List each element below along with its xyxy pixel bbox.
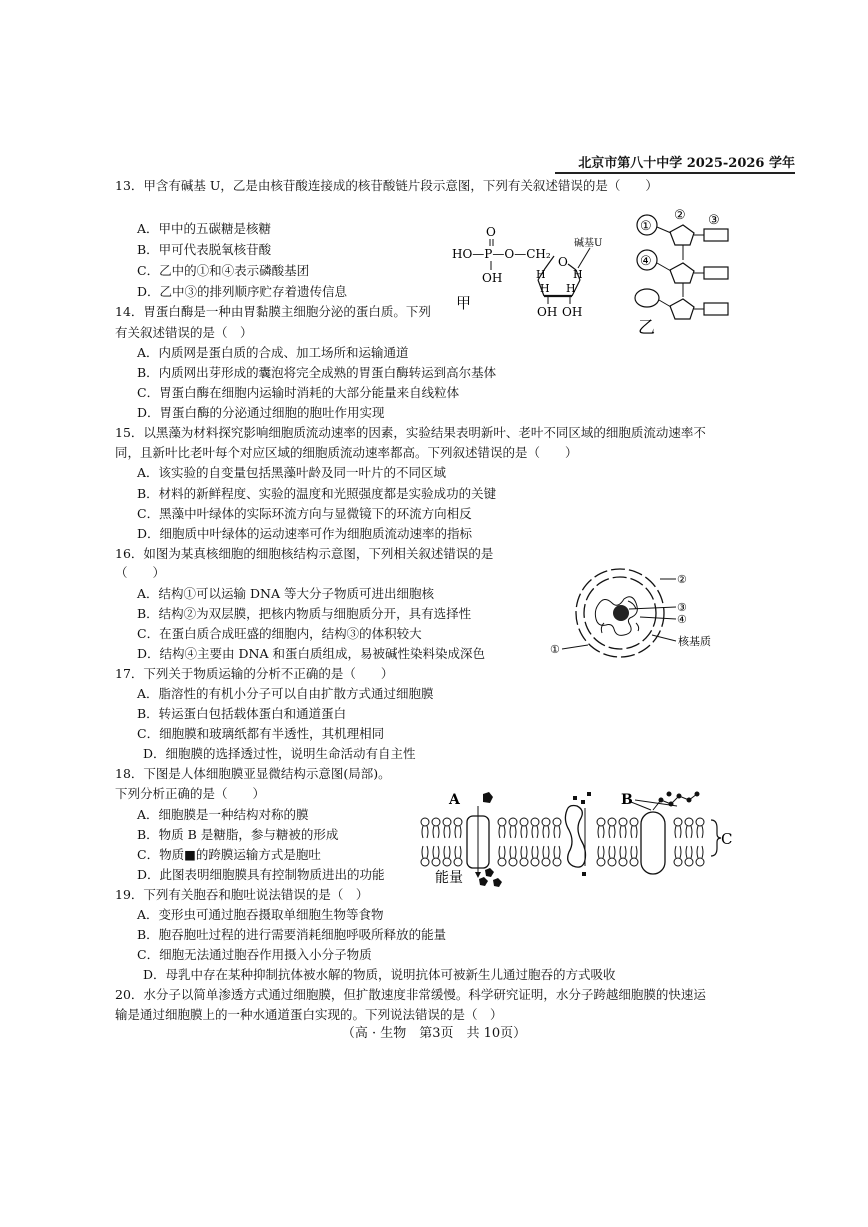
q13-option-c: C．乙中的①和④表示磷酸基团	[137, 263, 310, 278]
phospholipid-head	[674, 818, 682, 826]
label-c: C	[721, 830, 733, 848]
phospholipid-tail	[697, 846, 698, 858]
phospholipid-head	[553, 858, 561, 866]
phospholipid-tail	[444, 846, 445, 858]
phospholipid-head	[553, 818, 561, 826]
phospholipid-tail	[636, 846, 637, 858]
phospholipid-tail	[543, 826, 544, 838]
phospholipid-tail	[559, 826, 560, 838]
phospholipid-head	[443, 858, 451, 866]
phospholipid-tail	[543, 846, 544, 858]
q13-option-b: B．甲可代表脱氧核苷酸	[137, 242, 272, 257]
q14-option-a: A．内质网是蛋白质的合成、加工场所和运输通道	[137, 345, 409, 360]
phospholipid-head	[597, 818, 605, 826]
phospholipid-tail	[548, 826, 549, 838]
q15-option-b: B．材料的新鲜程度、实验的温度和光照强度都是实验成功的关键	[137, 486, 497, 501]
q16-option-b: B．结构②为双层膜，把核内物质与细胞质分开，具有选择性	[137, 606, 472, 621]
phospholipid-tail	[521, 826, 522, 838]
phospholipid-tail	[510, 846, 511, 858]
phospholipid-tail	[427, 846, 428, 858]
phospholipid-tail	[449, 826, 450, 838]
phospholipid-head	[531, 818, 539, 826]
phospholipid-tail	[675, 846, 676, 858]
q18-option-d: D．此图表明细胞膜具有控制物质进出的功能	[137, 867, 385, 882]
phospholipid-tail	[444, 826, 445, 838]
phospholipid-head	[630, 858, 638, 866]
phospholipid-tail	[422, 846, 423, 858]
phospholipid-tail	[548, 846, 549, 858]
q16-nucleus-figure	[548, 565, 723, 665]
nucleus-label-4: ④	[677, 613, 687, 626]
yi-label: 乙	[638, 318, 655, 338]
phospholipid-tail	[526, 846, 527, 858]
phospholipid-tail	[620, 826, 621, 838]
q14-stem-line1: 14．胃蛋白酶是一种由胃黏膜主细胞分泌的蛋白质。下列	[115, 304, 431, 319]
q20-stem-line2: 输是通过细胞膜上的一种水通道蛋白实现的。下列说法错误的是（ ）	[115, 1007, 503, 1022]
phospholipid-tail	[702, 846, 703, 858]
phospholipid-head	[531, 858, 539, 866]
phospholipid-head	[509, 858, 517, 866]
q14-option-d: D．胃蛋白酶的分泌通过细胞的胞吐作用实现	[137, 405, 385, 420]
phospholipid-head	[674, 858, 682, 866]
phospholipid-tail	[433, 846, 434, 858]
chain-label-4: ④	[640, 254, 652, 269]
oh-label-2: OH	[562, 305, 583, 319]
phospholipid-tail	[537, 846, 538, 858]
phospholipid-tail	[559, 846, 560, 858]
q15-option-c: C．黑藻中叶绿体的实际环流方向与显微镜下的环流方向相反	[137, 506, 472, 521]
phospholipid-head	[498, 818, 506, 826]
q13-nucleotide-figure	[448, 218, 628, 323]
phospholipid-tail	[598, 826, 599, 838]
nucleus-label-3: ③	[677, 601, 687, 614]
phospholipid-tail	[532, 826, 533, 838]
phospholipid-head	[608, 818, 616, 826]
phospholipid-head	[685, 818, 693, 826]
q18-membrane-figure	[415, 786, 745, 890]
phospholipid-tail	[515, 846, 516, 858]
q15-stem-line1: 15．以黑藻为材料探究影响细胞质流动速率的因素，实验结果表明新叶、老叶不同区域的细胞质流动速率不	[115, 425, 706, 440]
phospholipid-head	[597, 858, 605, 866]
phospholipid-tail	[515, 826, 516, 838]
q14-option-b: B．内质网出芽形成的囊泡将完全成熟的胃蛋白酶转运到高尔基体	[137, 365, 497, 380]
q13-stem: 13．甲含有碱基 U，乙是由核苷酸连接成的核苷酸链片段示意图，下列有关叙述错误的是（ ）	[115, 178, 658, 193]
base-u-label: 碱基U	[574, 238, 603, 249]
q15-option-a: A．该实验的自变量包括黑藻叶龄及同一叶片的不同区域	[137, 465, 447, 480]
phospholipid-tail	[499, 846, 500, 858]
chain-label-2: ②	[674, 208, 686, 223]
phosphate-oh-label: OH	[482, 271, 503, 285]
chain-label-3: ③	[708, 213, 720, 228]
q17-stem: 17．下列关于物质运输的分析不正确的是（ ）	[115, 666, 394, 681]
phospholipid-head	[696, 858, 704, 866]
phospholipid-tail	[504, 846, 505, 858]
phospholipid-tail	[614, 846, 615, 858]
q18-stem-line2: 下列分析正确的是（ ）	[115, 786, 266, 801]
q19-stem: 19．下列有关胞吞和胞吐说法错误的是（ ）	[115, 887, 369, 902]
phospholipid-tail	[449, 846, 450, 858]
phospholipid-head	[685, 858, 693, 866]
oh-label-1: OH	[537, 305, 558, 319]
phospholipid-tail	[438, 846, 439, 858]
phosphate-group-label: HO—P—O—CH₂	[452, 247, 551, 261]
phospholipid-tail	[433, 826, 434, 838]
chain-label-1: ①	[640, 219, 652, 234]
phospholipid-head	[454, 858, 462, 866]
jia-label: 甲	[456, 294, 472, 312]
q13-option-d: D．乙中③的排列顺序贮存着遗传信息	[137, 284, 348, 299]
phospholipid-tail	[625, 846, 626, 858]
phospholipid-head	[619, 818, 627, 826]
phospholipid-head	[630, 818, 638, 826]
phospholipid-tail	[460, 826, 461, 838]
q18-option-b: B．物质 B 是糖脂，参与糖被的形成	[137, 827, 339, 842]
q15-stem-line2: 同，且新叶比老叶每个对应区域的细胞质流动速率都高。下列叙述错误的是（ ）	[115, 445, 578, 460]
page-footer: （高 · 生物 第3页 共 10页）	[341, 1026, 527, 1041]
q14-stem-line2: 有关叙述错误的是（ ）	[115, 325, 253, 340]
q16-option-c: C．在蛋白质合成旺盛的细胞内，结构③的体积较大	[137, 626, 422, 641]
q13-option-a: A．甲中的五碳糖是核糖	[137, 221, 272, 236]
phospholipid-head	[421, 818, 429, 826]
phospholipid-head	[443, 818, 451, 826]
phospholipid-tail	[526, 826, 527, 838]
q16-stem-line1: 16．如图为某真核细胞的细胞核结构示意图，下列相关叙述错误的是	[115, 546, 494, 561]
q19-option-a: A．变形虫可通过胞吞摄取单细胞生物等食物	[137, 907, 384, 922]
phospholipid-tail	[603, 826, 604, 838]
phospholipid-tail	[598, 846, 599, 858]
q19-option-b: B．胞吞胞吐过程的进行需要消耗细胞呼吸所释放的能量	[137, 927, 447, 942]
phospholipid-tail	[532, 846, 533, 858]
phospholipid-tail	[675, 826, 676, 838]
phospholipid-tail	[521, 846, 522, 858]
phospholipid-tail	[609, 826, 610, 838]
phospholipid-head	[696, 818, 704, 826]
nuclear-matrix-label: 核基质	[678, 635, 711, 648]
phospholipid-head	[542, 858, 550, 866]
q16-stem-line2: （ ）	[115, 565, 166, 580]
phospholipid-tail	[680, 826, 681, 838]
q17-option-d: D．细胞膜的选择透过性，说明生命活动有自主性	[143, 746, 416, 761]
phospholipid-tail	[697, 826, 698, 838]
q20-stem-line1: 20．水分子以简单渗透方式通过细胞膜，但扩散速度非常缓慢。科学研究证明，水分子跨越细胞膜的快速运	[115, 987, 706, 1002]
phospholipid-tail	[554, 846, 555, 858]
q19-option-d: D．母乳中存在某种抑制抗体被水解的物质，说明抗体可被新生儿通过胞吞的方式吸收	[143, 967, 616, 982]
phospholipid-head	[421, 858, 429, 866]
phospholipid-tail	[609, 846, 610, 858]
phospholipid-head	[542, 818, 550, 826]
phospholipid-tail	[427, 826, 428, 838]
q19-option-c: C．细胞无法通过胞吞作用摄入小分子物质	[137, 947, 372, 962]
phospholipid-head	[509, 818, 517, 826]
h-label-3: H	[540, 282, 550, 295]
phospholipid-tail	[620, 846, 621, 858]
label-b: B	[621, 792, 633, 808]
phospholipid-tail	[625, 826, 626, 838]
phospholipid-tail	[636, 826, 637, 838]
h-label-1: H	[536, 268, 546, 281]
q16-option-a: A．结构①可以运输 DNA 等大分子物质可进出细胞核	[137, 586, 434, 601]
phospholipid-head	[608, 858, 616, 866]
h-label-2: H	[573, 268, 583, 281]
phospholipid-head	[498, 858, 506, 866]
phospholipid-tail	[614, 826, 615, 838]
phospholipid-head	[432, 858, 440, 866]
q17-option-b: B．转运蛋白包括载体蛋白和通道蛋白	[137, 706, 347, 721]
q18-option-a: A．细胞膜是一种结构对称的膜	[137, 807, 309, 822]
phospholipid-tail	[455, 826, 456, 838]
phospholipid-tail	[499, 826, 500, 838]
phospholipid-tail	[455, 846, 456, 858]
phospholipid-tail	[691, 846, 692, 858]
phospholipid-head	[520, 858, 528, 866]
phosphate-o-label: O	[486, 225, 496, 239]
q13-chain-figure	[628, 205, 746, 340]
phospholipid-tail	[686, 846, 687, 858]
phospholipid-head	[432, 818, 440, 826]
h-label-4: H	[566, 282, 576, 295]
q14-option-c: C．胃蛋白酶在细胞内运输时消耗的大部分能量来自线粒体	[137, 385, 460, 400]
q17-option-c: C．细胞膜和玻璃纸都有半透性，其机理相同	[137, 726, 385, 741]
phospholipid-tail	[460, 846, 461, 858]
q16-option-d: D．结构④主要由 DNA 和蛋白质组成，易被碱性染料染成深色	[137, 646, 485, 661]
q15-option-d: D．细胞质中叶绿体的运动速率可作为细胞质流动速率的指标	[137, 526, 473, 541]
phospholipid-tail	[691, 826, 692, 838]
phospholipid-head	[454, 818, 462, 826]
school-header: 北京市第八十中学 2025-2026 学年	[555, 152, 795, 174]
phospholipid-tail	[537, 826, 538, 838]
nucleus-label-2: ②	[677, 573, 687, 586]
q18-option-c: C．物质■的跨膜运输方式是胞吐	[137, 847, 321, 862]
phospholipid-tail	[438, 826, 439, 838]
phospholipid-head	[619, 858, 627, 866]
phospholipid-tail	[504, 826, 505, 838]
phospholipid-tail	[631, 846, 632, 858]
q17-option-a: A．脂溶性的有机小分子可以自由扩散方式通过细胞膜	[137, 686, 434, 701]
phospholipid-head	[520, 818, 528, 826]
energy-label: 能量	[435, 870, 463, 886]
nucleus-label-1: ①	[550, 643, 560, 656]
q18-stem-line1: 18．下图是人体细胞膜亚显微结构示意图(局部)。	[115, 766, 391, 781]
ring-oxygen-label: O	[558, 255, 568, 269]
phospholipid-tail	[702, 826, 703, 838]
phospholipid-tail	[680, 846, 681, 858]
phospholipid-tail	[422, 826, 423, 838]
phospholipid-tail	[603, 846, 604, 858]
phospholipid-tail	[686, 826, 687, 838]
phospholipid-tail	[554, 826, 555, 838]
phospholipid-tail	[510, 826, 511, 838]
label-a: A	[449, 792, 460, 808]
phospholipid-tail	[631, 826, 632, 838]
